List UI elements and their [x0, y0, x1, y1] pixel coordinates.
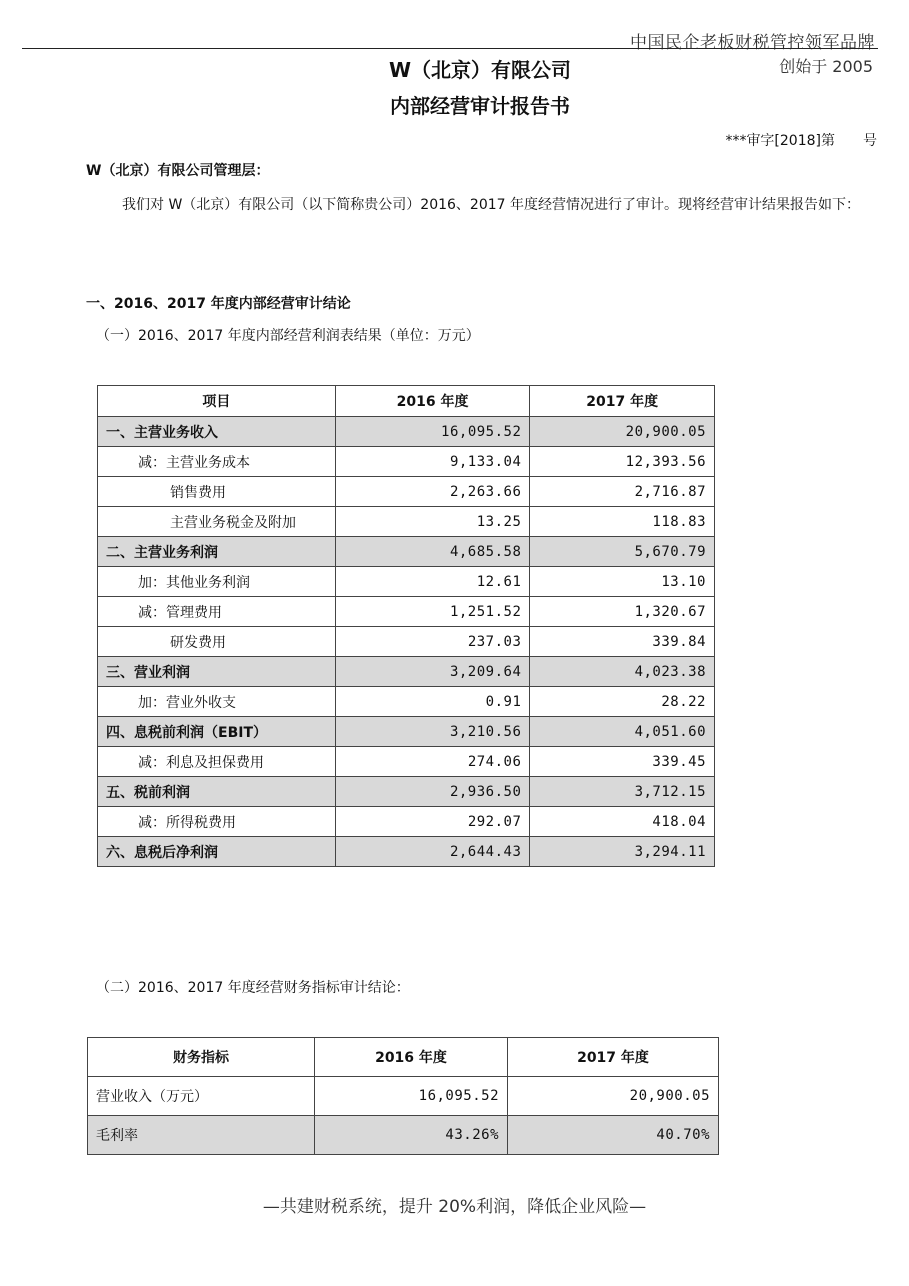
row-label: 加：其他业务利润 — [98, 567, 336, 597]
table-row — [98, 717, 715, 747]
column-header: 2017 年度 — [530, 386, 715, 417]
table-row — [98, 747, 715, 777]
column-header: 2016 年度 — [335, 386, 530, 417]
table-row — [88, 1116, 719, 1155]
table-row — [98, 537, 715, 567]
table-row — [98, 687, 715, 717]
value-2016: 274.06 — [335, 747, 530, 777]
row-label: 一、主营业务收入 — [98, 417, 336, 447]
row-label: 主营业务税金及附加 — [98, 507, 336, 537]
table-row — [98, 447, 715, 477]
value-2016: 3,209.64 — [335, 657, 530, 687]
addressee: W（北京）有限公司管理层： — [86, 163, 270, 179]
value-2017: 12,393.56 — [530, 447, 715, 477]
row-label: 销售费用 — [98, 477, 336, 507]
value-2017: 339.84 — [530, 627, 715, 657]
table-row — [98, 417, 715, 447]
table-row — [98, 777, 715, 807]
column-header: 2016 年度 — [315, 1038, 508, 1077]
header-since: 创始于 2005 — [779, 57, 873, 76]
profit-table — [97, 385, 715, 867]
value-2016: 292.07 — [335, 807, 530, 837]
value-2016: 2,263.66 — [335, 477, 530, 507]
table-row — [98, 807, 715, 837]
table-row — [88, 1077, 719, 1116]
table-row — [98, 597, 715, 627]
value-2016: 237.03 — [335, 627, 530, 657]
column-header: 2017 年度 — [508, 1038, 719, 1077]
table-row — [98, 657, 715, 687]
value-2016: 4,685.58 — [335, 537, 530, 567]
value-2016: 0.91 — [335, 687, 530, 717]
intro-paragraph: 我们对 W（北京）有限公司（以下简称贵公司）2016、2017 年度经营情况进行了审计。现将经营审计结果报告如下： — [122, 197, 860, 213]
value-2017: 3,294.11 — [530, 837, 715, 867]
value-2017: 2,716.87 — [530, 477, 715, 507]
value-2017: 418.04 — [530, 807, 715, 837]
table-row — [98, 567, 715, 597]
value-2017: 28.22 — [530, 687, 715, 717]
row-label: 五、税前利润 — [98, 777, 336, 807]
value-2017: 4,023.38 — [530, 657, 715, 687]
reference-number: ***审字[2018]第 号 — [725, 133, 877, 149]
row-label: 六、息税后净利润 — [98, 837, 336, 867]
header-tagline: 中国民企老板财税管控领军品牌 — [630, 33, 875, 53]
value-2017: 339.45 — [530, 747, 715, 777]
table-row — [98, 477, 715, 507]
footer-slogan: —共建财税系统，提升 20%利润，降低企业风险— — [262, 1197, 647, 1217]
value-2016: 2,644.43 — [335, 837, 530, 867]
section-heading: 一、2016、2017 年度内部经营审计结论 — [86, 296, 351, 312]
table-row — [98, 837, 715, 867]
company-title: W（北京）有限公司 — [388, 58, 572, 82]
row-label: 二、主营业务利润 — [98, 537, 336, 567]
value-2016: 3,210.56 — [335, 717, 530, 747]
table-header-row — [98, 386, 715, 417]
row-label: 减：所得税费用 — [98, 807, 336, 837]
value-2017: 3,712.15 — [530, 777, 715, 807]
header-divider — [22, 48, 878, 49]
value-2016: 13.25 — [335, 507, 530, 537]
row-label: 减：管理费用 — [98, 597, 336, 627]
value-2016: 16,095.52 — [335, 417, 530, 447]
subsection-heading-indicators: （二）2016、2017 年度经营财务指标审计结论： — [96, 980, 410, 996]
table-row — [98, 627, 715, 657]
table-row — [98, 507, 715, 537]
subsection-heading-profit: （一）2016、2017 年度内部经营利润表结果（单位：万元） — [96, 328, 480, 344]
row-label: 减：利息及担保费用 — [98, 747, 336, 777]
value-2017: 1,320.67 — [530, 597, 715, 627]
report-title: 内部经营审计报告书 — [390, 94, 570, 118]
value-2017: 118.83 — [530, 507, 715, 537]
row-label: 三、营业利润 — [98, 657, 336, 687]
value-2016: 43.26% — [315, 1116, 508, 1155]
row-label: 四、息税前利润（EBIT） — [98, 717, 336, 747]
row-label: 营业收入（万元） — [88, 1077, 315, 1116]
value-2016: 1,251.52 — [335, 597, 530, 627]
value-2017: 20,900.05 — [508, 1077, 719, 1116]
row-label: 加：营业外收支 — [98, 687, 336, 717]
column-header: 财务指标 — [88, 1038, 315, 1077]
row-label: 研发费用 — [98, 627, 336, 657]
row-label: 毛利率 — [88, 1116, 315, 1155]
value-2016: 2,936.50 — [335, 777, 530, 807]
row-label: 减：主营业务成本 — [98, 447, 336, 477]
value-2016: 16,095.52 — [315, 1077, 508, 1116]
value-2017: 20,900.05 — [530, 417, 715, 447]
value-2016: 12.61 — [335, 567, 530, 597]
value-2017: 40.70% — [508, 1116, 719, 1155]
value-2017: 4,051.60 — [530, 717, 715, 747]
column-header: 项目 — [98, 386, 336, 417]
value-2016: 9,133.04 — [335, 447, 530, 477]
value-2017: 13.10 — [530, 567, 715, 597]
table-header-row — [88, 1038, 719, 1077]
value-2017: 5,670.79 — [530, 537, 715, 567]
indicator-table — [87, 1037, 719, 1155]
